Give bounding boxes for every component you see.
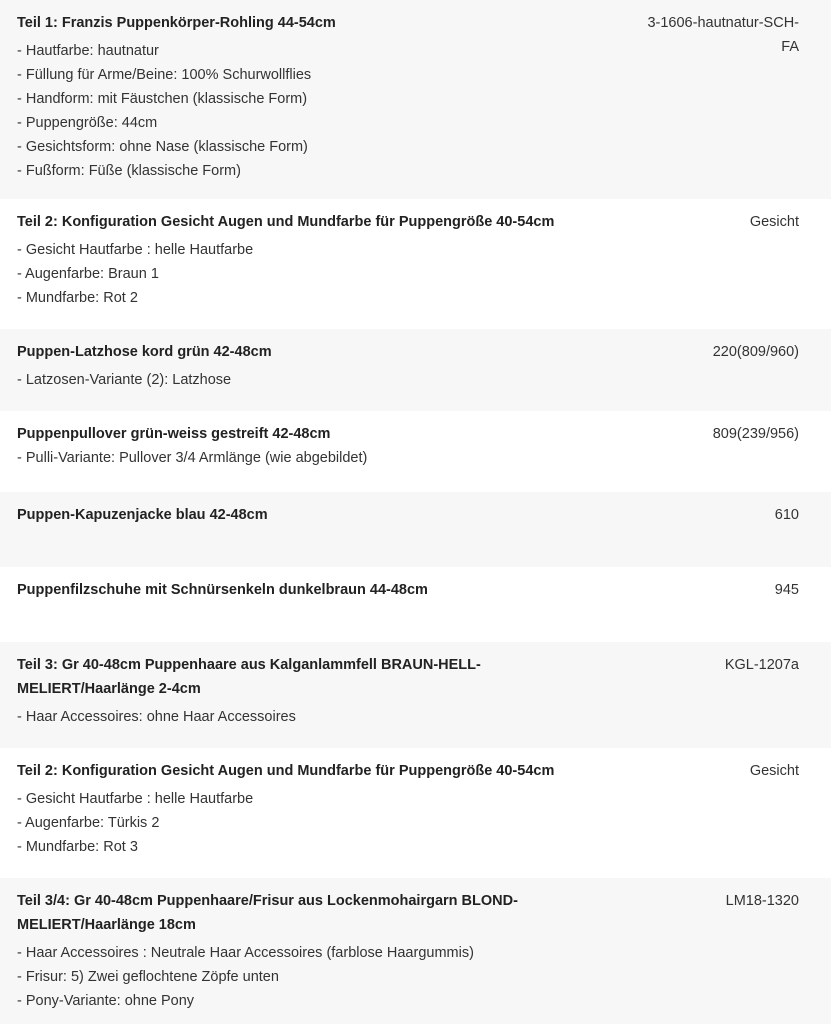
item-option: - Handform: mit Fäustchen (klassische Form): [17, 91, 308, 107]
item-sku: 945: [774, 582, 799, 598]
order-item-row: [0, 642, 831, 748]
item-option: - Hautfarbe: hautnatur: [17, 43, 159, 59]
item-title: Teil 3/4: Gr 40-48cm Puppenhaare/Frisur aus Lockenmohairgarn BLOND-MELIERT/Haarlänge 18cm: [17, 893, 518, 933]
item-title: Puppenfilzschuhe mit Schnürsenkeln dunkelbraun 44-48cm: [17, 582, 428, 598]
item-sku: LM18-1320: [725, 893, 799, 909]
item-option: - Latzosen-Variante (2): Latzhose: [17, 372, 232, 388]
item-sku: KGL-1207a: [724, 657, 799, 673]
item-details: [17, 759, 617, 878]
item-option: - Haar Accessoires: ohne Haar Accessoires: [17, 709, 296, 725]
item-options: [17, 705, 617, 729]
item-option: - Gesicht Hautfarbe : helle Hautfarbe: [17, 791, 254, 807]
order-item-row: [0, 411, 831, 492]
item-title: Puppenpullover grün-weiss gestreift 42-48cm: [17, 426, 331, 442]
item-title: Teil 2: Konfiguration Gesicht Augen und Mundfarbe für Puppengröße 40-54cm: [17, 763, 555, 779]
item-options: [17, 238, 617, 310]
item-details: [17, 422, 617, 492]
item-options: [17, 368, 617, 392]
order-item-row: [0, 567, 831, 642]
item-sku: Gesicht: [749, 763, 799, 779]
item-options: [17, 39, 617, 183]
item-option: - Mundfarbe: Rot 2: [17, 290, 138, 306]
item-details: [17, 578, 617, 642]
order-item-row: [0, 329, 831, 411]
item-option: - Mundfarbe: Rot 3: [17, 839, 138, 855]
order-item-row: [0, 878, 831, 1024]
item-option: - Gesicht Hautfarbe : helle Hautfarbe: [17, 242, 254, 258]
item-option: - Pony-Variante: ohne Pony: [17, 993, 195, 1009]
item-sku: 809(239/956): [712, 426, 799, 442]
item-details: [17, 653, 617, 748]
item-option: - Pulli-Variante: Pullover 3/4 Armlänge (wie abgebildet): [17, 450, 368, 466]
order-item-row: [0, 748, 831, 878]
item-sku: Gesicht: [749, 214, 799, 230]
item-details: [17, 889, 617, 1024]
item-details: [17, 210, 617, 329]
item-title: Puppen-Latzhose kord grün 42-48cm: [17, 344, 272, 360]
item-option: - Augenfarbe: Braun 1: [17, 266, 159, 282]
order-item-row: [0, 492, 831, 567]
item-details: [17, 340, 617, 411]
item-options: [17, 446, 617, 470]
item-option: - Gesichtsform: ohne Nase (klassische Form): [17, 139, 308, 155]
item-title: Teil 1: Franzis Puppenkörper-Rohling 44-54cm: [17, 15, 336, 31]
order-item-row: [0, 0, 831, 199]
item-options: [17, 787, 617, 859]
item-details: [17, 11, 617, 199]
item-options: [17, 941, 617, 1013]
item-details: [17, 503, 617, 567]
item-option: - Puppengröße: 44cm: [17, 115, 158, 131]
item-option: - Fußform: Füße (klassische Form): [17, 163, 241, 179]
item-option: - Frisur: 5) Zwei geflochtene Zöpfe unten: [17, 969, 279, 985]
item-option: - Haar Accessoires : Neutrale Haar Accessoires (farblose Haargummis): [17, 945, 474, 961]
item-title: Teil 2: Konfiguration Gesicht Augen und Mundfarbe für Puppengröße 40-54cm: [17, 214, 555, 230]
order-item-row: [0, 199, 831, 329]
item-sku: 220(809/960): [712, 344, 799, 360]
item-sku: 610: [774, 507, 799, 523]
item-option: - Augenfarbe: Türkis 2: [17, 815, 160, 831]
item-option: - Füllung für Arme/Beine: 100% Schurwollflies: [17, 67, 312, 83]
item-title: Teil 3: Gr 40-48cm Puppenhaare aus Kalganlammfell BRAUN-HELL-MELIERT/Haarlänge 2-4cm: [17, 657, 481, 697]
item-title: Puppen-Kapuzenjacke blau 42-48cm: [17, 507, 268, 523]
item-sku: 3-1606-hautnatur-SCH-FA: [647, 15, 799, 55]
